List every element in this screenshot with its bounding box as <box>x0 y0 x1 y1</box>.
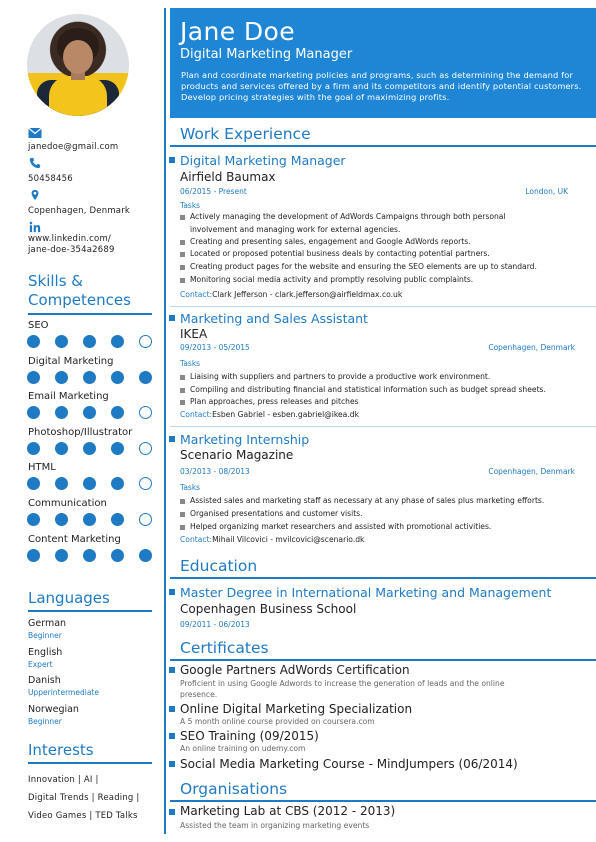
rating-dot-empty <box>139 442 152 455</box>
rating-dot-filled <box>111 335 124 348</box>
task-item: Liaising with suppliers and partners to provide a productive work environment. <box>180 371 580 384</box>
organisations-title: Organisations <box>180 780 288 798</box>
certificate-desc: A 5 month online course provided on coursera.com <box>180 717 375 726</box>
task-item: Plan approaches, press releases and pitches <box>180 396 540 409</box>
task-item: Located or proposed potential business deals by contacting potential partners. <box>180 248 540 261</box>
job-bullet <box>169 436 175 442</box>
task-item: Monitoring social media activity and promptly resolving public complaints. <box>180 274 540 287</box>
tasks-label: Tasks <box>180 359 201 368</box>
rating-dot-filled <box>111 406 124 419</box>
rating-dot-filled <box>27 335 40 348</box>
candidate-title: Digital Marketing Manager <box>180 47 353 62</box>
rating-dot-filled <box>83 477 96 490</box>
task-item: Organised presentations and customer visits. <box>180 508 540 521</box>
contact-value: Clark Jefferson - clark.jefferson@airfieldmax.co.uk <box>212 290 403 299</box>
profile-summary: Plan and coordinate marketing policies and programs, such as determining the demand for products and services offered by a firm and its competitors and identify potential customers. Develop pricing strategies with the goal of maximizing profits. <box>181 70 582 102</box>
organisation-bullet <box>169 809 175 815</box>
location-text: Copenhagen, Denmark <box>28 206 131 216</box>
skill-name: Photoshop/Illustrator <box>28 426 133 438</box>
job-bullet <box>169 315 175 321</box>
rating-dot-filled <box>83 513 96 526</box>
skill-rating <box>27 406 157 420</box>
email-text[interactable]: janedoe@gmail.com <box>28 142 119 152</box>
profile-photo <box>27 14 129 116</box>
rating-dot-filled <box>55 335 68 348</box>
education-title: Education <box>180 557 258 575</box>
skill-rating <box>27 513 157 527</box>
skill-name: Content Marketing <box>28 533 121 545</box>
rating-dot-filled <box>83 549 96 562</box>
sidebar <box>0 0 160 842</box>
linkedin-icon <box>28 221 42 233</box>
phone-text[interactable]: 50458456 <box>28 174 73 184</box>
certificate-bullet <box>169 667 175 673</box>
certificate-desc: Proficient in using Google Adwords to increase the generation of leads and the online presence. <box>180 679 505 699</box>
contact-label: Contact: <box>180 535 213 544</box>
rating-dot-filled <box>27 406 40 419</box>
skills-title <box>28 272 131 310</box>
rating-dot-empty <box>139 513 152 526</box>
certificate-bullet <box>169 733 175 739</box>
skill-name: Communication <box>28 498 107 509</box>
organisation-desc: Assisted the team in organizing marketing events <box>180 821 370 830</box>
language-level: Upperintermediate <box>28 688 99 697</box>
certificate-name: SEO Training (09/2015) <box>180 729 319 743</box>
job-location: Copenhagen, Denmark <box>488 467 575 476</box>
rating-dot-filled <box>55 371 68 384</box>
job-contact <box>180 535 364 544</box>
languages-divider <box>28 610 152 612</box>
skill-name: Digital Marketing <box>28 355 114 367</box>
school-name: Copenhagen Business School <box>180 602 357 616</box>
job-dates: 06/2015 - Present <box>180 187 247 196</box>
task-item: Helped organizing market researchers and assisted with promotional activities. <box>180 521 590 534</box>
skills-divider <box>28 313 152 315</box>
rating-dot-empty <box>139 406 152 419</box>
rating-dot-filled <box>111 442 124 455</box>
rating-dot-filled <box>83 371 96 384</box>
language-level: Expert <box>28 659 53 669</box>
language-name: German <box>28 618 67 629</box>
certificate-desc: An online training on udemy.com <box>180 744 306 753</box>
interests-title: Interests <box>28 741 94 759</box>
education-divider <box>170 577 596 579</box>
skill-rating <box>27 442 157 456</box>
interest-line: Video Games | TED Talks <box>28 811 138 821</box>
header-banner <box>170 8 596 118</box>
contact-label: Contact: <box>180 410 213 419</box>
languages-title: Languages <box>28 589 110 607</box>
rating-dot-filled <box>111 549 124 562</box>
rating-dot-filled <box>55 513 68 526</box>
phone-icon <box>28 157 42 169</box>
rating-dot-filled <box>111 513 124 526</box>
rating-dot-empty <box>139 477 152 490</box>
job-company: Scenario Magazine <box>180 448 294 462</box>
job-company: Airfield Baumax <box>180 170 276 184</box>
interest-line: Digital Trends | Reading | <box>28 793 140 803</box>
skill-name: SEO <box>28 320 49 331</box>
certificate-name: Online Digital Marketing Specialization <box>180 702 413 716</box>
rating-dot-filled <box>83 335 96 348</box>
interests-divider <box>28 762 152 764</box>
rating-dot-filled <box>27 549 40 562</box>
contact-value: Mihail Vilcovici - mvilcovici@scenario.dk <box>212 535 365 544</box>
candidate-name: Jane Doe <box>180 17 295 46</box>
rating-dot-filled <box>55 477 68 490</box>
skill-rating <box>27 371 157 385</box>
tasks-label: Tasks <box>180 483 201 492</box>
certificate-name: Social Media Marketing Course - MindJumpers (06/2014) <box>180 757 518 771</box>
education-dates: 09/2011 - 06/2013 <box>180 620 250 629</box>
work-divider <box>170 145 596 147</box>
rating-dot-empty <box>139 335 152 348</box>
skills-title-line-2: Competences <box>28 291 131 309</box>
interest-line: Innovation | AI | <box>28 775 99 785</box>
skill-rating <box>27 335 157 349</box>
rating-dot-filled <box>139 549 152 562</box>
education-bullet <box>169 589 175 595</box>
language-level: Beginner <box>28 716 62 726</box>
job-dates: 09/2013 - 05/2015 <box>180 343 250 352</box>
contact-value: Esben Gabriel - esben.gabriel@ikea.dk <box>212 410 359 419</box>
rating-dot-filled <box>83 406 96 419</box>
job-separator <box>170 426 596 427</box>
organisations-divider <box>170 800 596 802</box>
job-dates: 03/2013 - 08/2013 <box>180 467 250 476</box>
job-contact <box>180 290 402 299</box>
envelope-icon <box>28 127 42 139</box>
task-item: Assisted sales and marketing staff as necessary at any phase of sales plus marketing efforts. <box>180 495 590 508</box>
job-company: IKEA <box>180 327 208 341</box>
task-item: Compiling and distributing financial and statistical information such as budget spread sheets. <box>180 384 590 397</box>
location-pin-icon <box>28 189 42 201</box>
rating-dot-filled <box>111 371 124 384</box>
skill-rating <box>27 549 157 563</box>
job-title: Marketing and Sales Assistant <box>180 311 368 326</box>
task-item: Creating and presenting sales, engagement and Google AdWords reports. <box>180 236 540 249</box>
skill-name: HTML <box>28 462 56 474</box>
job-title: Marketing Internship <box>180 432 310 447</box>
certificate-bullet <box>169 761 175 767</box>
certificates-title: Certificates <box>180 639 269 657</box>
job-title: Digital Marketing Manager <box>180 153 346 168</box>
rating-dot-filled <box>139 371 152 384</box>
rating-dot-filled <box>27 371 40 384</box>
skill-rating <box>27 477 157 491</box>
organisation-name: Marketing Lab at CBS (2012 - 2013) <box>180 804 396 818</box>
linkedin-text[interactable] <box>28 234 115 256</box>
rating-dot-filled <box>27 442 40 455</box>
rating-dot-filled <box>55 406 68 419</box>
rating-dot-filled <box>27 477 40 490</box>
task-item: Creating product pages for the website and ensuring the SEO elements are up to standard. <box>180 261 580 274</box>
rating-dot-filled <box>55 442 68 455</box>
job-contact <box>180 410 359 419</box>
job-location: Copenhagen, Denmark <box>488 343 575 352</box>
skill-name: Email Marketing <box>28 391 109 403</box>
rating-dot-filled <box>27 513 40 526</box>
rating-dot-filled <box>55 549 68 562</box>
job-separator <box>170 306 596 307</box>
linkedin-line-2: jane-doe-354a2689 <box>28 245 115 255</box>
rating-dot-filled <box>83 442 96 455</box>
language-name: Danish <box>28 675 61 686</box>
work-experience-title: Work Experience <box>180 125 311 143</box>
degree-title: Master Degree in International Marketing and Management <box>180 585 552 600</box>
language-level: Beginner <box>28 631 62 640</box>
contact-label: Contact: <box>180 290 213 299</box>
rating-dot-filled <box>111 477 124 490</box>
job-location: London, UK <box>525 187 568 196</box>
task-item: Actively managing the development of AdWords Campaigns through both personal involvement and managing work for external agencies. <box>180 211 530 236</box>
language-name: English <box>28 646 63 658</box>
certificate-bullet <box>169 706 175 712</box>
tasks-label: Tasks <box>180 201 201 210</box>
linkedin-line-1: www.linkedin.com/ <box>28 234 112 244</box>
job-bullet <box>169 157 175 163</box>
column-divider <box>164 8 166 834</box>
certificate-name: Google Partners AdWords Certification <box>180 663 410 677</box>
certificates-divider <box>170 659 596 661</box>
language-name: Norwegian <box>28 703 79 715</box>
skills-title-line-1: Skills & <box>28 272 83 290</box>
